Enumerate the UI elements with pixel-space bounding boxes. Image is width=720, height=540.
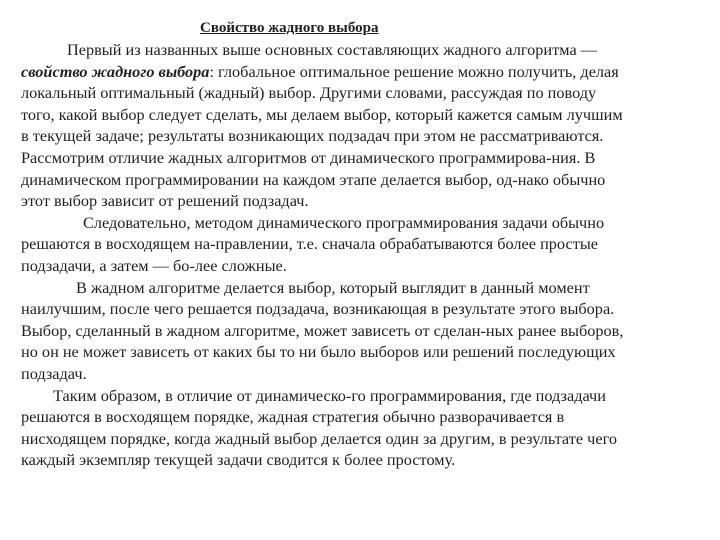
text-line: Первый из названных выше основных составляющих жадного алгоритма — [67, 40, 598, 59]
text-line: этот выбор зависит от решений подзадач. [21, 191, 309, 211]
text-line: подзадач. [21, 363, 87, 383]
document-body [21, 18, 699, 471]
paragraph-4 [21, 385, 699, 471]
page-title: Свойство жадного выбора [200, 20, 379, 36]
text-line: Выбор, сделанный в жадном алгоритме, может зависеть от сделан-ных ранее выборов, [21, 320, 624, 340]
text-line [21, 61, 699, 83]
text-line: Рассмотрим отличие жадных алгоритмов от динамического программирова-ния. В [21, 147, 596, 167]
text-line: решаются в восходящем на-правлении, т.е. сначала обрабатываются более простые [21, 234, 598, 254]
text-line: но он не может зависеть от каких бы то ни было выборов или решений последующих [21, 342, 616, 362]
defined-term: свойство жадного выбора [21, 61, 210, 81]
text-line: в текущей задаче; результаты возникающих подзадач при этом не рассматриваются. [21, 126, 604, 146]
paragraph-1 [21, 39, 699, 212]
text-line: динамическом программировании на каждом этапе делается выбор, од-нако обычно [21, 169, 606, 189]
text-line: решаются в восходящем порядке, жадная стратегия обычно разворачивается в [21, 407, 565, 427]
text-line: нисходящем порядке, когда жадный выбор делается один за другим, в результате чего [21, 428, 617, 448]
text-line: Таким образом, в отличие от динамическо-го программирования, где подзадачи [53, 385, 606, 405]
text-line: каждый экземпляр текущей задачи сводится к более простому. [21, 450, 456, 470]
paragraph-3 [21, 277, 699, 385]
text-line: локальный оптимальный (жадный) выбор. Другими словами, рассуждая по поводу [21, 83, 597, 103]
paragraph-2 [21, 212, 699, 277]
text-line: подзадачи, а затем — бо-лее сложные. [21, 255, 287, 275]
text-line: наилучшим, после чего решается подзадача, возникающая в результате этого выбора. [21, 299, 615, 319]
text-line: В жадном алгоритме делается выбор, который выглядит в данный момент [76, 277, 590, 297]
text-line: того, какой выбор следует сделать, мы делаем выбор, который кажется самым лучшим [21, 104, 623, 124]
text-span: : глобальное оптимальное решение можно получить, делая [209, 61, 619, 81]
text-line: Следовательно, методом динамического программирования задачи обычно [83, 212, 605, 232]
